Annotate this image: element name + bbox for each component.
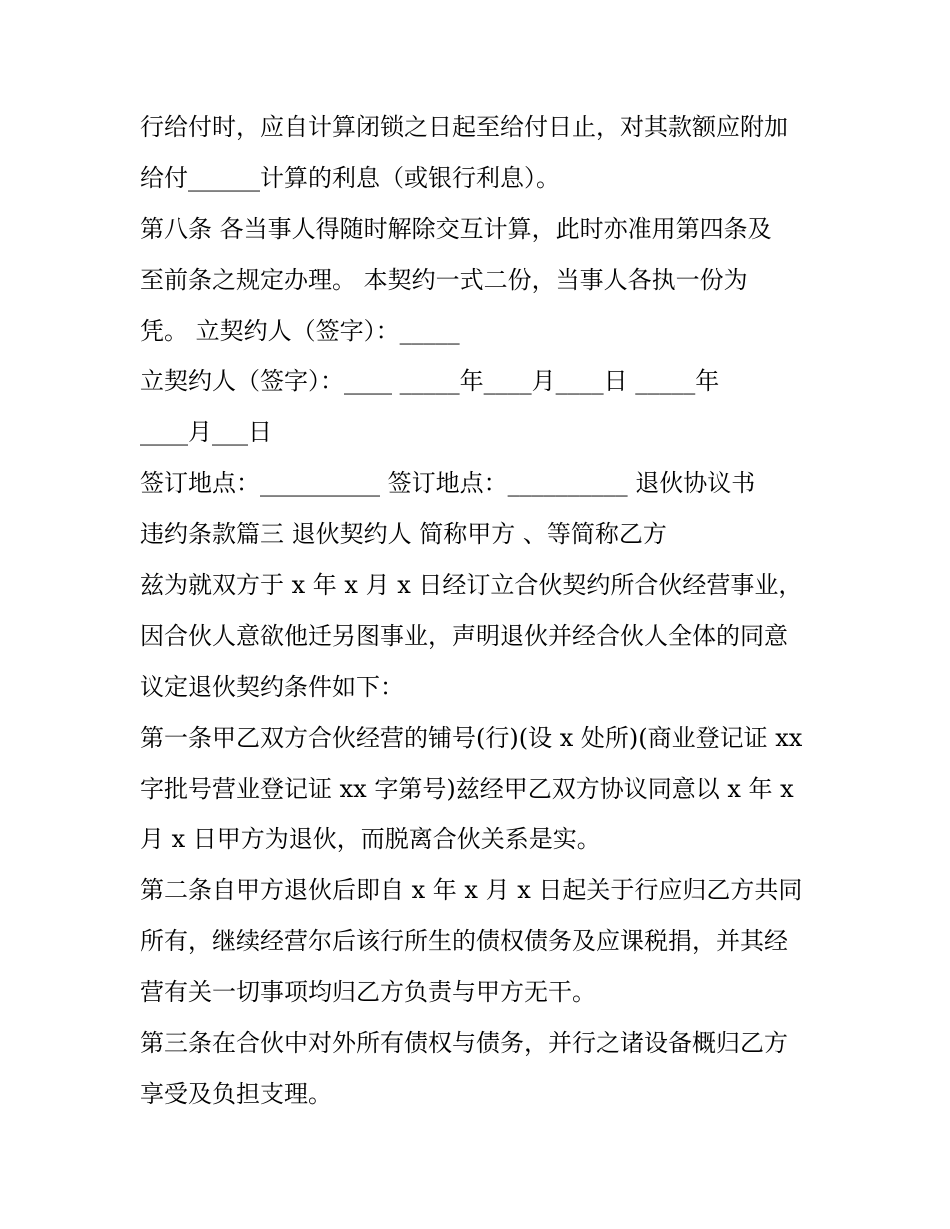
text-line: 字批号营业登记证 xx 字第号)兹经甲乙双方协议同意以 x 年 x (140, 774, 794, 803)
text-line: 因合伙人意欲他迁另图事业，声明退伙并经合伙人全体的同意 (140, 621, 788, 650)
text-line: 签订地点：__________ 签订地点：__________ 退伙协议书 (140, 469, 756, 498)
text-line: 议定退伙契约条件如下： (140, 672, 404, 701)
text-line: 享受及负担支理。 (140, 1079, 332, 1108)
text-line: 第二条自甲方退伙后即自 x 年 x 月 x 日起关于行应归乙方共同 (140, 876, 803, 905)
text-line: 第八条 各当事人得随时解除交互计算，此时亦准用第四条及 (140, 214, 772, 243)
text-line: 第三条在合伙中对外所有债权与债务，并行之诸设备概归乙方 (140, 1029, 788, 1058)
text-line: 第一条甲乙双方合伙经营的铺号(行)(设 x 处所)(商业登记证 xx (140, 723, 803, 752)
text-line: 给付______计算的利息（或银行利息）。 (140, 163, 560, 192)
text-line: 月 x 日甲方为退伙，而脱离合伙关系是实。 (140, 825, 601, 854)
text-line: 至前条之规定办理。 本契约一式二份，当事人各执一份为 (140, 265, 748, 294)
text-line: 行给付时，应自计算闭锁之日起至给付日止，对其款额应附加 (140, 113, 788, 141)
text-line: ____月___日 (140, 418, 272, 447)
text-line: 所有，继续经营尔后该行所生的债权债务及应课税捐，并其经 (140, 927, 788, 956)
text-line: 违约条款篇三 退伙契约人 简称甲方 、等简称乙方 (140, 520, 667, 549)
document-body (140, 102, 820, 1120)
text-line: 凭。 立契约人（签字）：_____ (140, 316, 460, 345)
text-line: 营有关一切事项均归乙方负责与甲方无干。 (140, 978, 596, 1007)
text-line: 兹为就双方于 x 年 x 月 x 日经订立合伙契约所合伙经营事业， (140, 571, 803, 600)
text-line: 立契约人（签字）：____ _____年____月____日 _____年 (140, 367, 720, 396)
